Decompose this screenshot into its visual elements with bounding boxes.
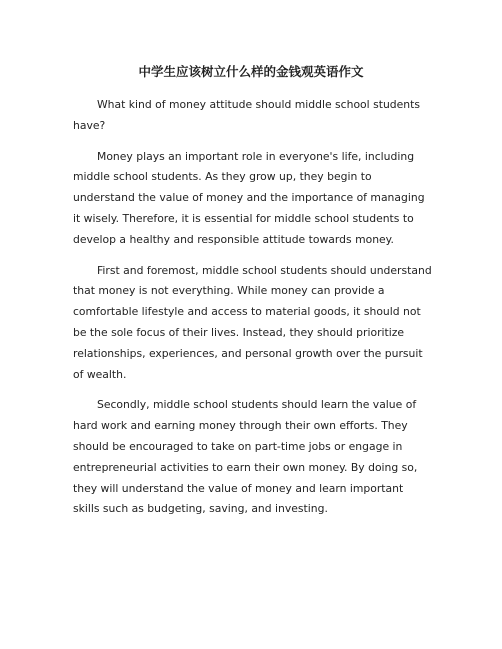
paragraph: Money plays an important role in everyone's life, including middle school students. As they grow up, they begin to understand the value of money and the importance of managing it wisely. Therefore, it is essential for middle school students to develop a healthy and responsible attitude towards money. <box>73 149 425 246</box>
paragraph: First and foremost, middle school students should understand that money is not everything. While money can provide a comfortable lifestyle and access to material goods, it should not be the sole focus of their lives. Instead, they should prioritize relationships, experiences, and personal growth over the pursuit of wealth. <box>73 263 432 381</box>
paragraph: Secondly, middle school students should learn the value of hard work and earning money through their own efforts. They should be encouraged to take on part-time jobs or engage in entrepreneurial activities to earn their own money. By doing so, they will understand the value of money and learn important skills such as budgeting, saving, and investing. <box>73 398 418 516</box>
document-title: 中学生应该树立什么样的金钱观英语作文 <box>138 64 364 79</box>
paragraph: What kind of money attitude should middle school students have? <box>73 98 420 132</box>
document-body <box>73 95 433 530</box>
